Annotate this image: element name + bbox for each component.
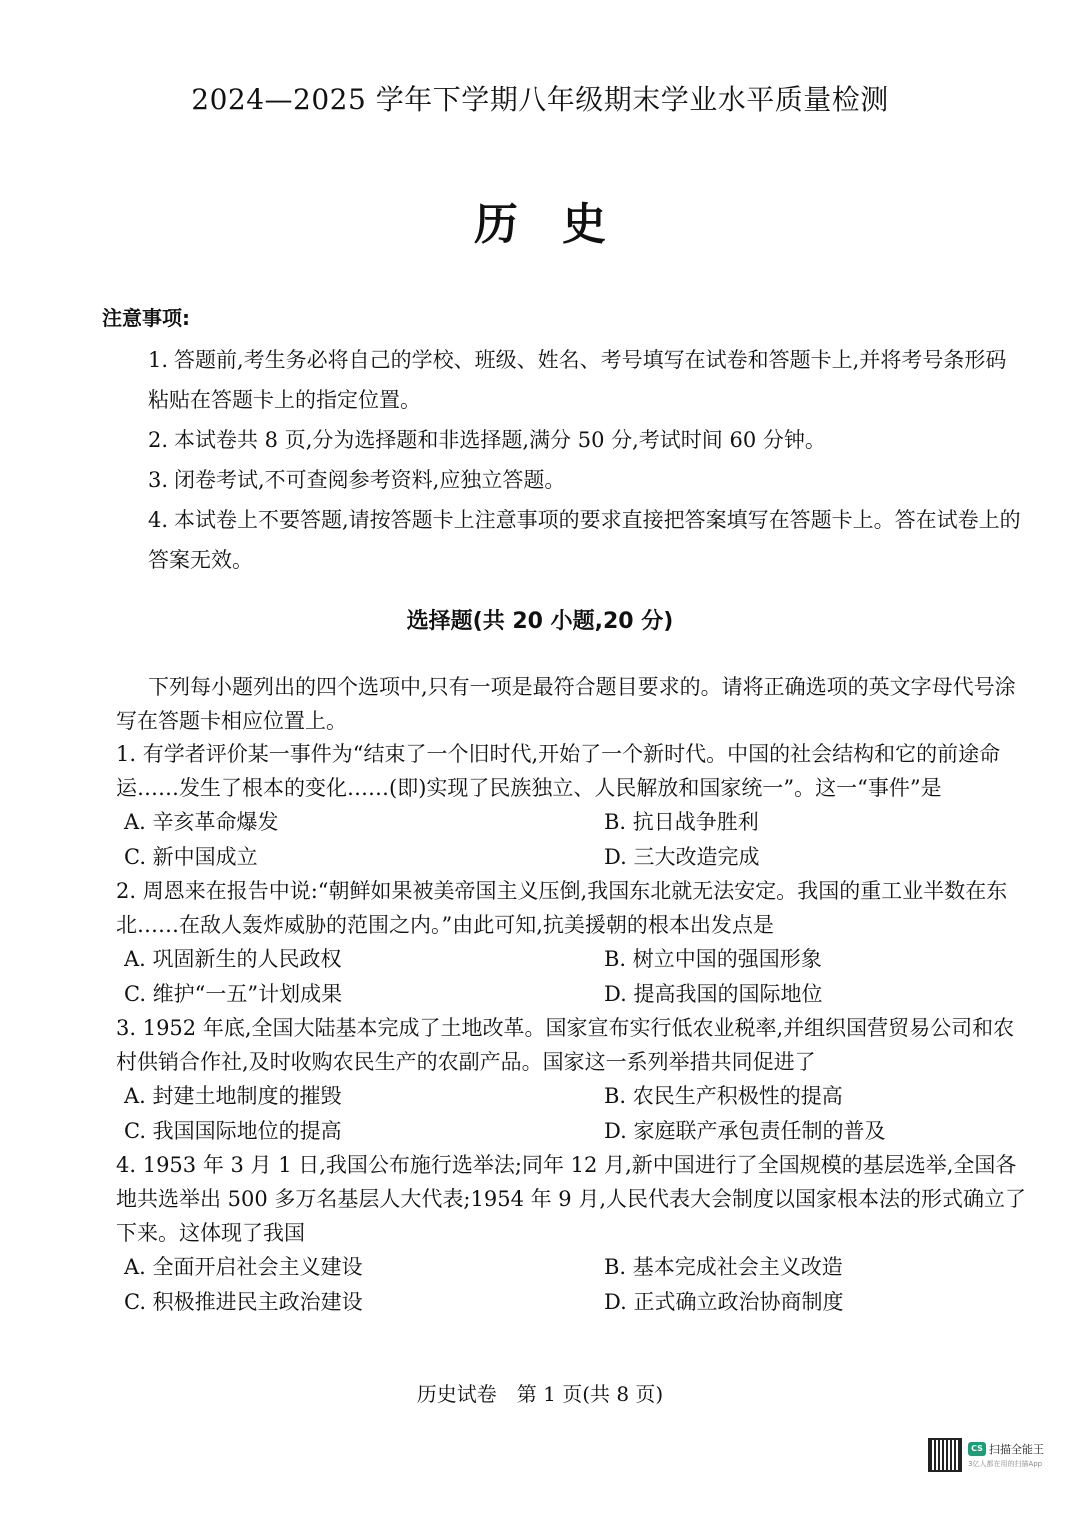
notice-text: 答题前,考生务必将自己的学校、班级、姓名、考号填写在试卷和答题卡上,并将考号条形码粘贴在答题卡上的指定位置。 <box>148 348 1007 412</box>
option-c: C. 我国国际地位的提高 <box>124 1118 342 1143</box>
option-grid <box>124 805 1026 874</box>
subject-title: 历史 <box>474 199 650 250</box>
option-c: C. 积极推进民主政治建设 <box>124 1289 363 1314</box>
option-grid <box>124 1079 1026 1148</box>
watermark-name: 扫描全能王 <box>989 1443 1044 1456</box>
notice-item <box>148 340 1023 420</box>
camscanner-logo-icon: CS <box>968 1442 986 1456</box>
option-d: D. 三大改造完成 <box>604 844 760 869</box>
page-footer: 历史试卷 第 1 页(共 8 页) <box>416 1382 664 1406</box>
option-b: B. 抗日战争胜利 <box>604 810 759 834</box>
qr-code-icon <box>928 1438 962 1472</box>
option-a: A. 辛亥革命爆发 <box>124 810 279 834</box>
option-c: C. 维护“一五”计划成果 <box>124 981 343 1006</box>
question-4 <box>116 1148 1026 1319</box>
watermark-brand <box>968 1441 1044 1457</box>
question-2 <box>116 874 1026 1011</box>
notice-text: 本试卷上不要答题,请按答题卡上注意事项的要求直接把答案填写在答题卡上。答在试卷上的答案无效。 <box>148 508 1021 572</box>
exam-title: 2024—2025 学年下学期八年级期末学业水平质量检测 <box>191 83 889 116</box>
option-b: B. 基本完成社会主义改造 <box>604 1255 843 1279</box>
notice-list <box>148 340 1023 580</box>
notice-item <box>148 500 1023 580</box>
question-stem: 3. 1952 年底,全国大陆基本完成了土地改革。国家宣布实行低农业税率,并组织国营贸易公司和农村供销合作社,及时收购农民生产的农副产品。国家这一系列举措共同促进了 <box>116 1016 1015 1074</box>
notice-number: 2. <box>148 428 169 452</box>
watermark-tagline: 3亿人都在用的扫描App <box>968 1460 1043 1468</box>
notice-item <box>148 460 1023 500</box>
option-c: C. 新中国成立 <box>124 844 258 869</box>
notice-number: 4. <box>148 508 169 532</box>
notice-item <box>148 420 1023 460</box>
option-grid <box>124 942 1026 1011</box>
section-instructions: 下列每小题列出的四个选项中,只有一项是最符合题目要求的。请将正确选项的英文字母代号涂写在答题卡相应位置上。 <box>116 675 1016 733</box>
option-d: D. 家庭联产承包责任制的普及 <box>604 1118 886 1143</box>
section-heading: 选择题(共 20 小题,20 分) <box>406 609 674 634</box>
option-grid <box>124 1250 1026 1319</box>
option-b: B. 农民生产积极性的提高 <box>604 1084 843 1108</box>
question-stem: 1. 有学者评价某一事件为“结束了一个旧时代,开始了一个新时代。中国的社会结构和它的前途命运……发生了根本的变化……(即)实现了民族独立、人民解放和国家统一”。这一“事件”是 <box>116 742 1001 800</box>
option-a: A. 封建土地制度的摧毁 <box>124 1084 342 1108</box>
notice-text: 闭卷考试,不可查阅参考资料,应独立答题。 <box>174 468 566 492</box>
option-d: D. 正式确立政治协商制度 <box>604 1289 844 1314</box>
option-a: A. 巩固新生的人民政权 <box>124 947 342 971</box>
question-list <box>116 737 1026 1319</box>
notice-heading: 注意事项: <box>102 306 190 330</box>
option-d: D. 提高我国的国际地位 <box>604 981 823 1006</box>
option-b: B. 树立中国的强国形象 <box>604 947 822 971</box>
notice-text: 本试卷共 8 页,分为选择题和非选择题,满分 50 分,考试时间 60 分钟。 <box>174 428 826 452</box>
notice-number: 3. <box>148 468 169 492</box>
option-a: A. 全面开启社会主义建设 <box>124 1255 363 1279</box>
question-stem: 4. 1953 年 3 月 1 日,我国公布施行选举法;同年 12 月,新中国进行了全国规模的基层选举,全国各地共选举出 500 多万名基层人大代表;1954 年 9 月,人民代表大会制度以国家根本法的形式确立了下来。这体现了我国 <box>116 1153 1027 1245</box>
question-1 <box>116 737 1026 874</box>
scanner-watermark <box>928 1432 1050 1478</box>
watermark-text <box>968 1441 1044 1469</box>
question-stem: 2. 周恩来在报告中说:“朝鲜如果被美帝国主义压倒,我国东北就无法安定。我国的重工业半数在东北……在敌人轰炸威胁的范围之内。”由此可知,抗美援朝的根本出发点是 <box>116 879 1008 937</box>
notice-number: 1. <box>148 348 169 372</box>
question-3 <box>116 1011 1026 1148</box>
